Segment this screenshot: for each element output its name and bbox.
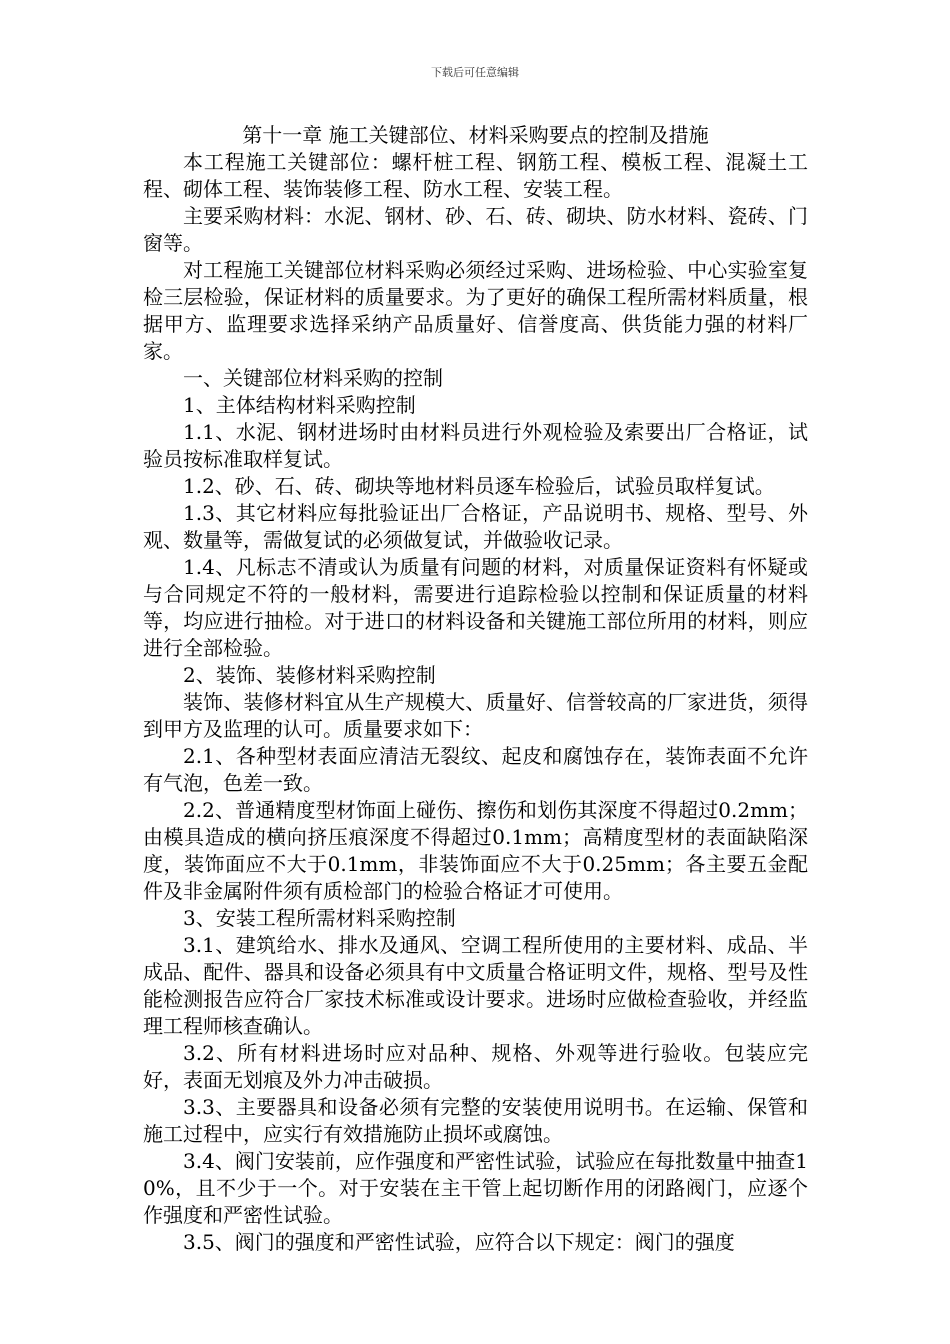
subsection-heading-2: 2、装饰、装修材料采购控制 (183, 663, 436, 687)
subsection-heading-1: 1、主体结构材料采购控制 (183, 393, 416, 417)
paragraph-2-intro: 装饰、装修材料宜从生产规模大、质量好、信誉较高的厂家进货，须得到甲方及监理的认可。质量要求如下： (143, 690, 808, 741)
chapter-title: 第十一章 施工关键部位、材料采购要点的控制及措施 (242, 123, 709, 147)
paragraph-3-1: 3.1、建筑给水、排水及通风、空调工程所使用的主要材料、成品、半成品、配件、器具和设备必须具有中文质量合格证明文件，规格、型号及性能检测报告应符合厂家技术标准或设计要求。进场时应做检查验收，并经监理工程师核查确认。 (143, 933, 808, 1038)
paragraph-3-4: 3.4、阀门安装前，应作强度和严密性试验，试验应在每批数量中抽查10%，且不少于一个。对于安装在主干管上起切断作用的闭路阀门，应逐个作强度和严密性试验。 (143, 1149, 808, 1227)
paragraph-1-1: 1.1、水泥、钢材进场时由材料员进行外观检验及索要出厂合格证，试验员按标准取样复试。 (143, 420, 808, 471)
paragraph-inspection-overview: 对工程施工关键部位材料采购必须经过采购、进场检验、中心实验室复检三层检验，保证材料的质量要求。为了更好的确保工程所需材料质量，根据甲方、监理要求选择采纳产品质量好、信誉度高、供货能力强的材料厂家。 (143, 258, 808, 363)
paragraph-2-1: 2.1、各种型材表面应清洁无裂纹、起皮和腐蚀存在，装饰表面不允许有气泡，色差一致。 (143, 744, 808, 795)
document-body (143, 122, 808, 1256)
paragraph-1-3: 1.3、其它材料应每批验证出厂合格证，产品说明书、规格、型号、外观、数量等，需做复试的必须做复试，并做验收记录。 (143, 501, 808, 552)
paragraph-3-2: 3.2、所有材料进场时应对品种、规格、外观等进行验收。包装应完好，表面无划痕及外力冲击破损。 (143, 1041, 808, 1092)
paragraph-1-2: 1.2、砂、石、砖、砌块等地材料员逐车检验后，试验员取样复试。 (183, 474, 775, 498)
paragraph-2-2: 2.2、普通精度型材饰面上碰伤、擦伤和划伤其深度不得超过0.2mm；由模具造成的横向挤压痕深度不得超过0.1mm；高精度型材的表面缺陷深度，装饰面应不大于0.1mm，非装饰面应不大于0.25mm；各主要五金配件及非金属附件须有质检部门的检验合格证才可使用。 (143, 798, 808, 903)
page-header-note: 下载后可任意编辑 (431, 66, 519, 79)
paragraph-3-5: 3.5、阀门的强度和严密性试验，应符合以下规定：阀门的强度 (183, 1230, 735, 1254)
paragraph-1-4: 1.4、凡标志不清或认为质量有问题的材料，对质量保证资料有怀疑或与合同规定不符的一般材料，需要进行追踪检验以控制和保证质量的材料等，均应进行抽检。对于进口的材料设备和关键施工部位所用的材料，则应进行全部检验。 (143, 555, 808, 660)
paragraph-main-materials: 主要采购材料：水泥、钢材、砂、石、砖、砌块、防水材料、瓷砖、门窗等。 (143, 204, 808, 255)
paragraph-3-3: 3.3、主要器具和设备必须有完整的安装使用说明书。在运输、保管和施工过程中，应实行有效措施防止损坏或腐蚀。 (143, 1095, 808, 1146)
paragraph-key-parts: 本工程施工关键部位：螺杆桩工程、钢筋工程、模板工程、混凝土工程、砌体工程、装饰装修工程、防水工程、安装工程。 (143, 150, 808, 201)
subsection-heading-3: 3、安装工程所需材料采购控制 (183, 906, 456, 930)
section-heading-1: 一、关键部位材料采购的控制 (183, 366, 443, 390)
